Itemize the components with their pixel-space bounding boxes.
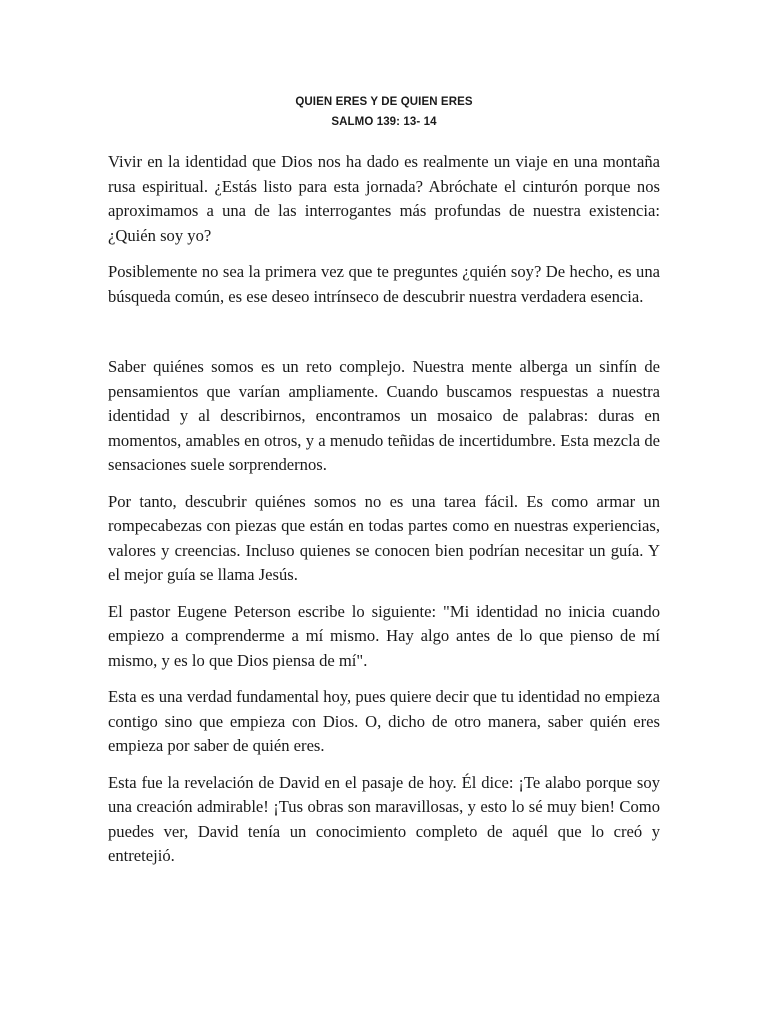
paragraph-5: El pastor Eugene Peterson escribe lo siguiente: "Mi identidad no inicia cuando empiezo a comprenderme a mí mismo. Hay algo antes de lo que pienso de mí mismo, y es lo que Dios piensa de mí". [108,601,660,670]
paragraph-4: Por tanto, descubrir quiénes somos no es una tarea fácil. Es como armar un rompecabezas con piezas que están en todas partes como en nuestras experiencias, valores y creencias. Incluso quienes se conocen bien podrían necesitar un guía. Y el mejor guía se llama Jesús. [108,491,660,584]
paragraph-6: Esta es una verdad fundamental hoy, pues quiere decir que tu identidad no empieza contigo sino que empieza con Dios. O, dicho de otro manera, saber quién eres empieza por saber de quién eres. [108,687,660,755]
blank-line [108,321,660,355]
paragraph-1: Vivir en la identidad que Dios nos ha dado es realmente un viaje en una montaña rusa espiritual. ¿Estás listo para esta jornada? Abróchate el cinturón porque nos aproximamos a una de las interrogantes más profundas de nuestra existencia: ¿Quién soy yo? [108,152,660,245]
paragraph-7: Esta fue la revelación de David en el pasaje de hoy. Él dice: ¡Te alabo porque soy una creación admirable! ¡Tus obras son maravillosas, y esto lo sé muy bien! Como puedes ver, David tenía un conocimiento completo de aquél que lo creó y entretejió. [108,772,660,865]
document-title: QUIEN ERES Y DE QUIEN ERES [295,96,473,108]
document-subtitle: SALMO 139: 13- 14 [331,116,437,128]
paragraph-3: Saber quiénes somos es un reto complejo. Nuestra mente alberga un sinfín de pensamientos que varían ampliamente. Cuando buscamos respuestas a nuestra identidad y al describirnos, encontramos un mosaico de palabras: duras en momentos, amables en otros, y a menudo teñidas de incertidumbre. Esta mezcla de sensaciones suele sorprendernos. [108,357,660,474]
paragraph-2: Posiblemente no sea la primera vez que te preguntes ¿quién soy? De hecho, es una búsqueda común, es ese deseo intrínseco de descubrir nuestra verdadera esencia. [108,262,660,306]
